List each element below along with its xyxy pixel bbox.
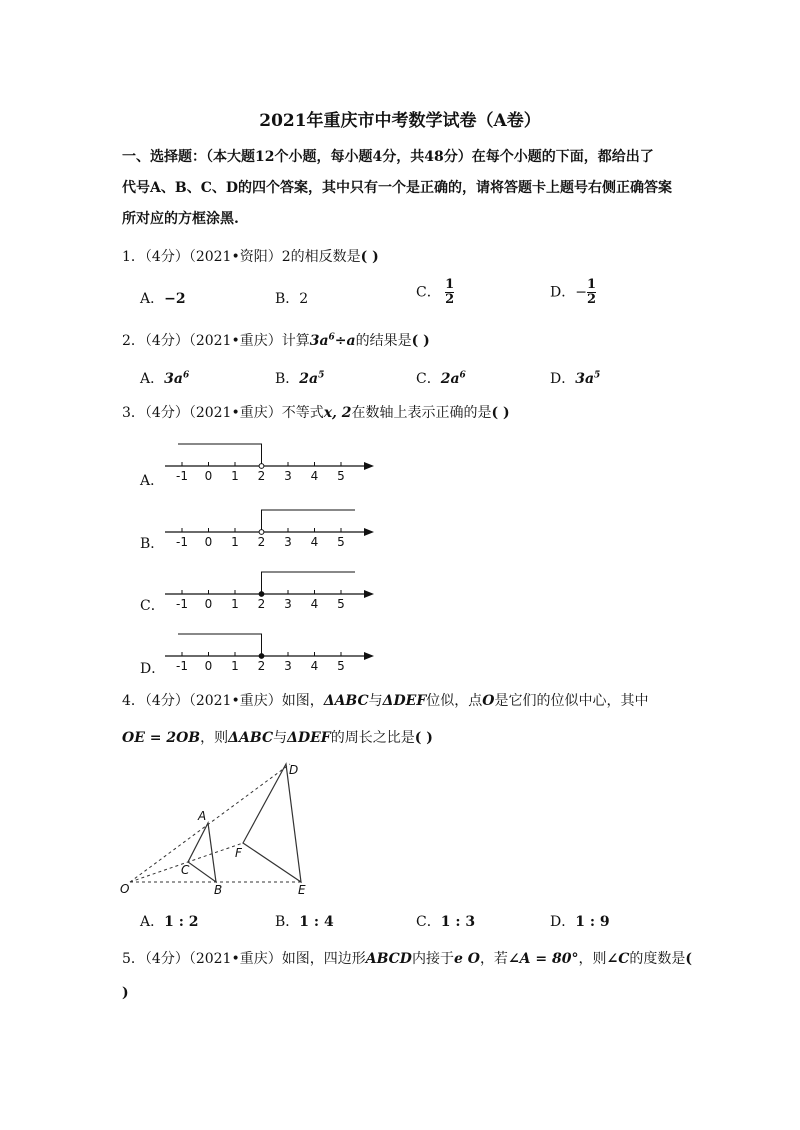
q3-option-b-label: B． [140, 536, 165, 552]
homothety-figure [115, 760, 335, 900]
q2-option-b: B．$2a^5$ [275, 370, 325, 387]
question-4-line-1: 4．（4分）（2021•重庆）如图，ΔABC与ΔDEF位似，点O是它们的位似中心，其中 [122, 693, 649, 709]
triangle-abc [188, 823, 216, 882]
q4-option-c: C．1 : 3 [416, 914, 476, 930]
q3-number-line-b [160, 502, 380, 552]
question-3: 3．（4分）（2021•重庆）不等式x, 2在数轴上表示正确的是( ) [122, 405, 510, 421]
q3-option-d-label: D． [140, 661, 166, 677]
question-5-line-2: ) [122, 985, 129, 1001]
tick-label: -1 [176, 469, 188, 483]
tick-label: 4 [310, 469, 319, 483]
open-dot [259, 464, 264, 469]
label-a: A [198, 809, 207, 823]
tick-label: 1 [231, 659, 239, 673]
q1-option-a: A．−2 [140, 291, 186, 307]
tick-label: 5 [337, 659, 345, 673]
fraction: $\frac{1}{2}$ [586, 277, 597, 307]
tick-label: 4 [310, 597, 319, 611]
q3-number-line-c [160, 564, 380, 614]
tick-label: 3 [284, 659, 292, 673]
q4-option-a: A．1 : 2 [140, 914, 199, 930]
axis-arrow [364, 462, 374, 470]
tick-label: 0 [204, 535, 213, 549]
solution-ray [178, 634, 262, 656]
axis-arrow [364, 590, 374, 598]
tick-label: 2 [257, 659, 266, 673]
tick-label: -1 [176, 659, 188, 673]
label-b: B [214, 883, 223, 897]
tick-label: 3 [284, 469, 292, 483]
tick-label: 2 [257, 535, 266, 549]
tick-label: 2 [257, 597, 266, 611]
question-2: 2．（4分）（2021•重庆）计算$3a^6\div a$的结果是( ) [122, 332, 430, 349]
q4-option-d: D．1 : 9 [550, 914, 610, 930]
tick-label: 4 [310, 535, 319, 549]
q1-option-d: D．− $\frac{1}{2}$ [550, 277, 597, 307]
q1-option-b: B．2 [275, 291, 309, 307]
q3-option-c-label: C． [140, 598, 165, 614]
fraction: $\frac{1}{2}$ [445, 277, 455, 307]
tick-label: 3 [284, 597, 292, 611]
tick-label: 5 [337, 469, 345, 483]
tick-label: 0 [204, 659, 213, 673]
question-5-line-1: 5．（4分）（2021•重庆）如图，四边形ABCD内接于e O，若∠A = 80°，则∠C的度数是( [122, 951, 692, 967]
section-line-1: 一、选择题：（本大题12个小题，每小题4分，共48分）在每个小题的下面，都给出了 [122, 149, 654, 165]
page-title: 2021年重庆市中考数学试卷（A卷） [259, 111, 541, 131]
label-e: E [298, 883, 306, 897]
triangle-def [243, 764, 301, 882]
tick-label: 1 [231, 469, 239, 483]
q2-option-c: C．$2a^6$ [416, 370, 466, 387]
tick-label: 0 [204, 469, 213, 483]
solution-ray [178, 444, 262, 466]
tick-label: -1 [176, 535, 188, 549]
tick-label: 4 [310, 659, 319, 673]
label-c: C [181, 863, 190, 877]
tick-label: -1 [176, 597, 188, 611]
axis-arrow [364, 652, 374, 660]
closed-dot [259, 592, 264, 597]
tick-label: 1 [231, 597, 239, 611]
tick-label: 0 [204, 597, 213, 611]
question-1-bracket: ( ) [360, 249, 379, 265]
section-line-2: 代号A、B、C、D的四个答案，其中只有一个是正确的，请将答题卡上题号右侧正确答案 [122, 180, 672, 196]
label-o: O [120, 882, 130, 896]
question-1 [122, 246, 379, 266]
q2-option-a: A．$3a^6$ [140, 370, 190, 387]
question-1-text: 1．（4分）（2021•资阳）2的相反数是 [122, 249, 361, 265]
expression: $3a^6\div a$ [309, 332, 356, 349]
section-line-3: 所对应的方框涂黑. [122, 211, 239, 227]
tick-label: 3 [284, 535, 292, 549]
tick-label: 5 [337, 535, 345, 549]
q3-number-line-d [160, 626, 380, 676]
label-f: F [235, 846, 242, 860]
label-d: D [289, 763, 299, 777]
q3-option-a-label: A． [140, 473, 165, 489]
question-4-line-2: OE = 2OB，则ΔABC与ΔDEF的周长之比是( ) [122, 730, 433, 746]
q4-option-b: B．1 : 4 [275, 914, 334, 930]
open-dot [259, 530, 264, 535]
axis-arrow [364, 528, 374, 536]
q1-option-c: C． $\frac{1}{2}$ [416, 277, 455, 307]
q2-option-d: D．$3a^5$ [550, 370, 601, 387]
closed-dot [259, 654, 264, 659]
tick-label: 1 [231, 535, 239, 549]
q3-number-line-a [160, 436, 380, 486]
tick-label: 2 [257, 469, 266, 483]
dashed-line-od [130, 764, 290, 882]
tick-label: 5 [337, 597, 345, 611]
